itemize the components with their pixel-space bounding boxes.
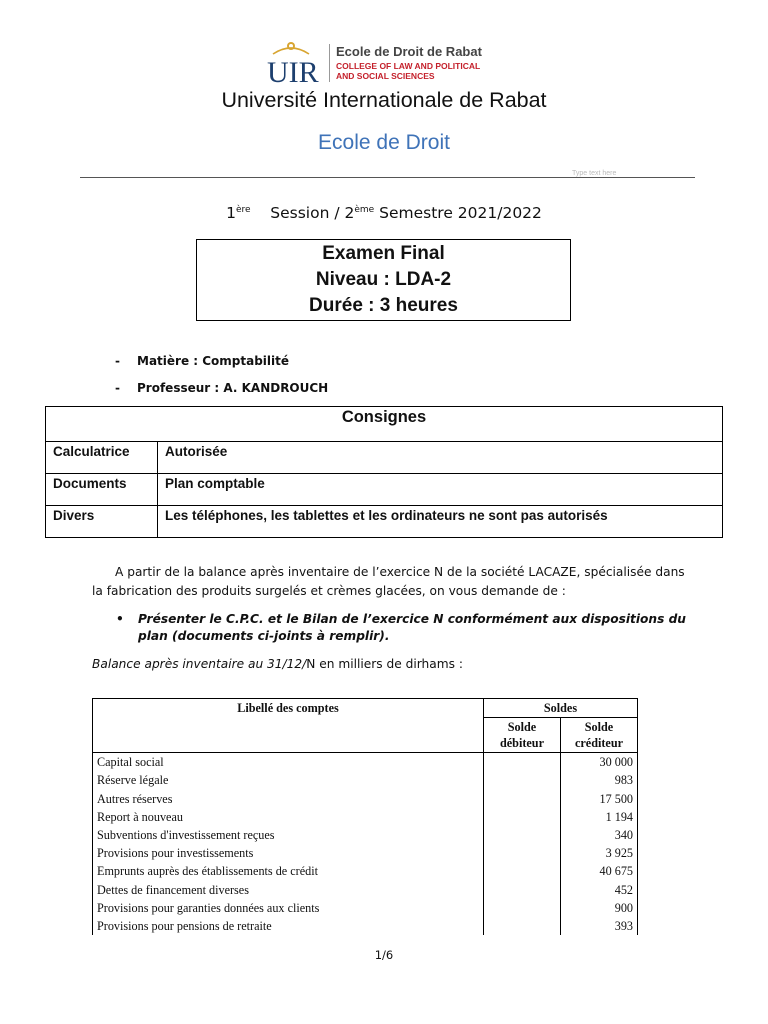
university-title: Université Internationale de Rabat	[221, 88, 547, 112]
logo-school-fr: Ecole de Droit de Rabat	[336, 44, 482, 59]
debit-value	[484, 771, 561, 789]
debit-value	[484, 899, 561, 917]
account-label: Provisions pour pensions de retraite	[93, 917, 484, 935]
account-label: Autres réserves	[93, 790, 484, 808]
balance-caption-italic: Balance après inventaire au 31/12/	[92, 657, 307, 671]
table-row	[93, 790, 638, 808]
logo-school-en-line2: AND SOCIAL SCIENCES	[336, 71, 435, 81]
credit-value: 900	[561, 899, 638, 917]
account-label: Subventions d'investissement reçues	[93, 826, 484, 844]
col-credit-line2: créditeur	[574, 736, 624, 751]
consigne-label: Calculatrice	[46, 442, 158, 474]
info-item-professor	[115, 379, 328, 406]
credit-value: 17 500	[561, 790, 638, 808]
credit-value: 393	[561, 917, 638, 935]
debit-value	[484, 808, 561, 826]
info-professor: Professeur : A. KANDROUCH	[137, 381, 329, 395]
account-label: Réserve légale	[93, 771, 484, 789]
balance-caption	[92, 655, 692, 674]
col-credit-line1: Solde	[584, 720, 614, 735]
debit-value	[484, 753, 561, 772]
balance-header-row	[93, 699, 638, 718]
col-label-header: Libellé des comptes	[93, 699, 484, 753]
logo-letters: UIR	[267, 56, 319, 86]
account-label: Dettes de financement diverses	[93, 881, 484, 899]
consignes-title: Consignes	[46, 407, 723, 442]
consigne-value: Plan comptable	[158, 474, 723, 506]
credit-value: 30 000	[561, 753, 638, 772]
intro-paragraph: A partir de la balance après inventaire de l’exercice N de la société LACAZE, spécialisée dans la fabrication des produits surgelés et crèmes glacées, on vous demande de :	[92, 565, 685, 598]
exam-instructions	[92, 563, 692, 674]
table-row	[93, 826, 638, 844]
school-title: Ecole de Droit	[318, 131, 450, 154]
account-label: Capital social	[93, 753, 484, 772]
col-debit-line1: Solde	[507, 720, 537, 735]
table-row	[93, 753, 638, 772]
exam-title: Examen Final	[322, 243, 445, 264]
credit-value: 3 925	[561, 844, 638, 862]
balance-body	[93, 753, 638, 935]
session-line	[0, 204, 768, 222]
exam-duration: Durée : 3 heures	[309, 295, 458, 316]
session-num1: 1	[226, 204, 236, 222]
exam-level: Niveau : LDA-2	[315, 269, 452, 290]
consigne-label: Documents	[46, 474, 158, 506]
account-label: Provisions pour investissements	[93, 844, 484, 862]
session-text1: Session / 2	[270, 204, 355, 222]
header-rule	[80, 177, 695, 178]
credit-value: 40 675	[561, 862, 638, 880]
session-sup2: ème	[354, 204, 375, 215]
debit-value	[484, 844, 561, 862]
session-sup1: ère	[235, 204, 251, 215]
col-debit-line2: débiteur	[499, 736, 544, 751]
debit-value	[484, 917, 561, 935]
exam-info-list	[115, 352, 328, 406]
table-row	[46, 474, 723, 506]
table-row	[93, 771, 638, 789]
debit-value	[484, 881, 561, 899]
debit-value	[484, 826, 561, 844]
info-dash: -	[115, 354, 120, 368]
table-row	[93, 917, 638, 935]
logo-divider	[329, 44, 330, 82]
table-row	[46, 442, 723, 474]
table-row	[93, 862, 638, 880]
info-item-subject	[115, 352, 328, 379]
bullet-dot-icon: •	[116, 612, 124, 626]
table-row	[93, 881, 638, 899]
table-row	[93, 808, 638, 826]
task-text: Présenter le C.P.C. et le Bilan de l’exercice N conformément aux dispositions du plan (documents ci-joints à remplir).	[138, 612, 686, 643]
consigne-value: Les téléphones, les tablettes et les ordinateurs ne sont pas autorisés	[158, 506, 723, 538]
consignes-header-row	[46, 407, 723, 442]
credit-value: 452	[561, 881, 638, 899]
consignes-table	[45, 406, 723, 538]
table-row	[46, 506, 723, 538]
school-logo	[265, 40, 505, 88]
credit-value: 983	[561, 771, 638, 789]
balance-table	[92, 698, 638, 935]
logo-school-en-line1: COLLEGE OF LAW AND POLITICAL	[336, 61, 481, 71]
account-label: Emprunts auprès des établissements de crédit	[93, 862, 484, 880]
col-debit-header	[484, 718, 561, 753]
col-credit-header	[561, 718, 638, 753]
info-subject: Matière : Comptabilité	[137, 354, 290, 368]
table-row	[93, 844, 638, 862]
text-placeholder: Type text here	[572, 170, 617, 177]
debit-value	[484, 862, 561, 880]
balance-caption-rest: N en milliers de dirhams :	[306, 657, 463, 671]
uir-logo-icon	[265, 40, 327, 86]
consigne-label: Divers	[46, 506, 158, 538]
credit-value: 340	[561, 826, 638, 844]
task-bullet	[116, 611, 692, 645]
logo-school-en	[336, 61, 480, 81]
consigne-value: Autorisée	[158, 442, 723, 474]
session-text2: Semestre 2021/2022	[379, 204, 542, 222]
page-number: 1/6	[374, 948, 394, 962]
col-soldes-header: Soldes	[484, 699, 638, 718]
table-row	[93, 899, 638, 917]
exam-box	[196, 239, 571, 321]
account-label: Report à nouveau	[93, 808, 484, 826]
account-label: Provisions pour garanties données aux clients	[93, 899, 484, 917]
credit-value: 1 194	[561, 808, 638, 826]
debit-value	[484, 790, 561, 808]
info-dash: -	[115, 381, 120, 395]
